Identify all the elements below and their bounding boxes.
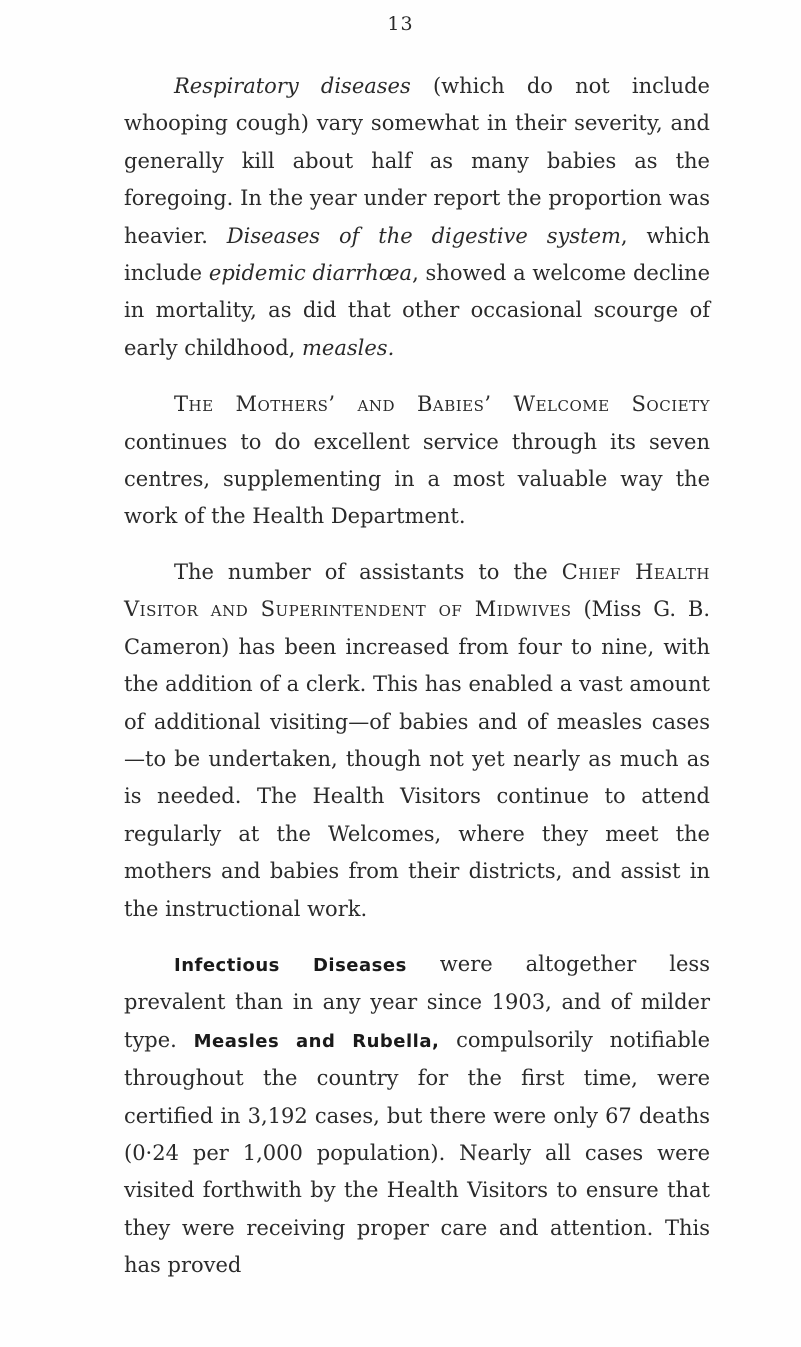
- paragraph-text: continues to do excellent service through its seven centres, supplementing in a most valuable way the work of the Health Department.: [124, 429, 710, 529]
- body-text: [124, 68, 710, 1285]
- paragraph-text: (Miss G. B. Cameron) has been increased from four to nine, with the addition of a clerk. This has enabled a vast amount of additional visiting—of babies and of measles cases—to be undertaken, though not yet nearly as much as is needed. The Health Visitors continue to attend regularly at the Welcomes, where they meet the mothers and babies from their districts, and assist in the instructional work.: [124, 597, 711, 921]
- paragraph-respiratory: [124, 68, 710, 367]
- paragraph-text: , which include: [124, 223, 711, 286]
- society-name: The Mothers’ and Babies’ Welcome Society: [174, 392, 710, 417]
- page-number: 13: [387, 13, 414, 35]
- term-digestive-diseases: Diseases of the digestive system: [226, 223, 621, 248]
- term-epidemic-diarrhoea: epidemic diarrhœa: [208, 261, 413, 286]
- term-respiratory-diseases: Respiratory diseases: [174, 74, 411, 98]
- heading-infectious-diseases: Infectious Diseases: [174, 954, 407, 976]
- paragraph-text: , showed a welcome decline in mortality, as did that other occasional scourge of early childhood,: [124, 261, 711, 360]
- paragraph-text: were altogether less prevalent than in any year since 1903, and of milder type.: [124, 951, 710, 1052]
- term-measles: measles.: [302, 335, 395, 360]
- paragraph-text: The number of assistants to the: [174, 559, 562, 584]
- paragraph-welcome-society: [124, 386, 710, 536]
- heading-measles-rubella: Measles and Rubella,: [193, 1030, 440, 1052]
- paragraph-text: compulsorily notifiable throughout the country for the first time, were certified in 3,192 cases, but there were only 67 deaths (0·24 per 1,000 population). Nearly all cases were visited forthwith by the Health Visitors to ensure that they were receiving proper care and attention. This has proved: [124, 1027, 711, 1278]
- official-title: Chief Health Visitor and Superintendent of Midwives: [124, 559, 710, 622]
- paragraph-infectious-diseases: [124, 946, 710, 1285]
- paragraph-text: (which do not include whooping cough) vary somewhat in their severity, and generally kill about half as many babies as the foregoing. In the year under report the proportion was heavier.: [124, 74, 710, 248]
- paragraph-health-visitors: [124, 554, 710, 928]
